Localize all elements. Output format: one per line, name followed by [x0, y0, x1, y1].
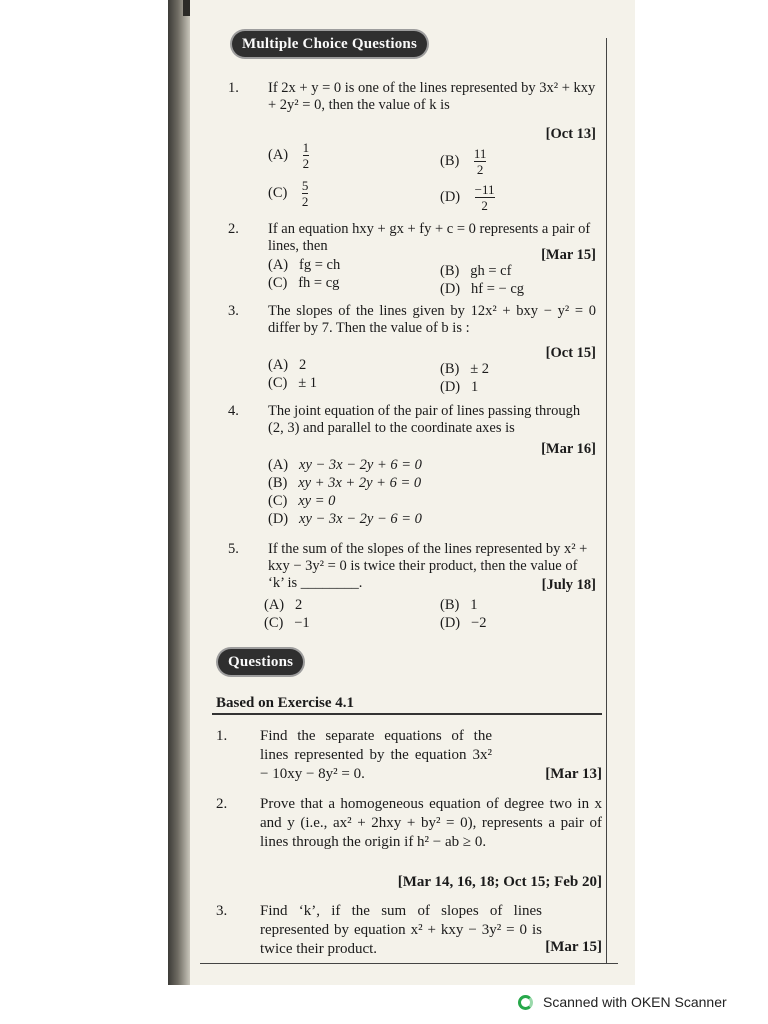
- fraction: [475, 182, 495, 213]
- option-value: xy − 3x − 2y + 6 = 0: [299, 457, 422, 473]
- question-ref: [July 18]: [541, 577, 596, 593]
- option-value: fg = ch: [299, 257, 341, 273]
- fraction: [303, 140, 310, 171]
- mcq-question-3: [228, 303, 596, 393]
- option-a: [268, 357, 306, 374]
- option-c: [268, 178, 308, 209]
- option-label: (A): [268, 357, 289, 373]
- question-ref: [Oct 15]: [545, 345, 596, 361]
- fraction: [302, 178, 309, 209]
- option-label: (D): [440, 281, 461, 297]
- question-number: 3.: [216, 903, 228, 919]
- option-label: (B): [440, 152, 460, 169]
- option-value: xy + 3x + 2y + 6 = 0: [298, 475, 422, 491]
- option-a: [264, 597, 302, 614]
- question-text: If 2x + y = 0 is one of the lines represented by 3x² + kxy + 2y² = 0, then the value of k is: [268, 80, 596, 113]
- question-number: 2.: [216, 796, 228, 812]
- section-title: Based on Exercise 4.1: [216, 695, 355, 711]
- question-ref: [Mar 15]: [545, 939, 602, 955]
- option-b: [440, 597, 477, 614]
- question-text: Find the separate equations of the lines represented by the equation 3x² − 10xy − 8y² = 0.: [260, 728, 492, 782]
- question-text: The slopes of the lines given by 12x² + bxy − y² = 0 differ by 7. Then the value of b is :: [268, 303, 596, 336]
- question-text: Prove that a homogeneous equation of degree two in x and y (i.e., ax² + 2hxy + by² = 0), represents a pair of lines through the origin if h² − ab ≥ 0.: [260, 796, 602, 850]
- option-a: [268, 257, 340, 274]
- option-label: (C): [264, 615, 284, 631]
- denominator: 2: [481, 198, 488, 213]
- question-ref: [Mar 13]: [545, 766, 602, 782]
- option-a: [268, 457, 422, 474]
- option-d: [268, 511, 422, 528]
- option-c: [264, 615, 310, 632]
- option-value: 2: [295, 597, 303, 613]
- option-value: hf = − cg: [471, 281, 525, 297]
- option-label: (B): [440, 597, 460, 613]
- option-d: [440, 615, 486, 632]
- option-label: (B): [268, 475, 288, 491]
- option-label: (A): [268, 146, 289, 163]
- option-c: [268, 493, 335, 510]
- option-value: ± 1: [298, 375, 318, 391]
- fraction: [474, 146, 487, 177]
- denominator: 2: [476, 162, 484, 177]
- option-label: (B): [440, 263, 460, 279]
- question-text: If an equation hxy + gx + fy + c = 0 represents a pair of lines, then: [268, 221, 591, 254]
- option-label: (C): [268, 275, 288, 291]
- option-value: xy = 0: [298, 493, 336, 509]
- option-label: (D): [440, 615, 461, 631]
- mcq-header-badge: Multiple Choice Questions: [232, 31, 427, 57]
- question-2: [216, 795, 602, 895]
- question-number: 1.: [228, 80, 239, 96]
- question-ref: [Mar 14, 16, 18; Oct 15; Feb 20]: [397, 874, 602, 890]
- option-label: (A): [264, 597, 285, 613]
- mcq-question-2: [228, 221, 596, 301]
- option-label: (C): [268, 184, 288, 201]
- book-spine-shadow: [168, 0, 190, 985]
- question-number: 3.: [228, 303, 239, 319]
- scanner-text: Scanned with OKEN Scanner: [543, 994, 727, 1010]
- question-text: The joint equation of the pair of lines passing through (2, 3) and parallel to the coordinate axes is: [268, 403, 581, 436]
- option-b: [268, 475, 421, 492]
- scanner-watermark: [518, 992, 727, 1012]
- option-value: ± 2: [470, 361, 490, 377]
- option-label: (A): [268, 457, 289, 473]
- mcq-question-1: [228, 80, 596, 220]
- question-ref: [Mar 16]: [541, 441, 596, 457]
- option-label: (D): [268, 511, 289, 527]
- question-number: 2.: [228, 221, 239, 237]
- question-3: [216, 902, 602, 960]
- question-text: Find ‘k’, if the sum of slopes of lines represented by equation x² + kxy − 3y² = 0 is twice their product.: [260, 903, 542, 957]
- option-b: [440, 361, 489, 378]
- mcq-question-4: [228, 403, 596, 533]
- questions-header-badge: Questions: [218, 649, 303, 675]
- mcq-question-5: [228, 541, 596, 633]
- option-value: 1: [470, 597, 478, 613]
- option-value: −2: [471, 615, 487, 631]
- option-b: [440, 263, 511, 280]
- option-value: 1: [471, 379, 479, 395]
- option-value: xy − 3x − 2y − 6 = 0: [299, 511, 422, 527]
- question-number: 4.: [228, 403, 239, 419]
- question-number: 1.: [216, 728, 228, 744]
- oken-scanner-logo-icon: [518, 995, 533, 1010]
- question-ref: [Mar 15]: [541, 247, 596, 263]
- option-label: (D): [440, 188, 461, 205]
- question-number: 5.: [228, 541, 239, 557]
- page-bottom-rule: [200, 963, 618, 964]
- numerator: 5: [301, 178, 309, 193]
- option-value: 2: [299, 357, 307, 373]
- numerator: −11: [474, 182, 495, 197]
- page-right-rule: [606, 38, 607, 963]
- option-label: (C): [268, 375, 288, 391]
- option-label: (B): [440, 361, 460, 377]
- section-title-underline: [212, 713, 602, 715]
- option-d: [440, 379, 478, 396]
- option-label: (D): [440, 379, 461, 395]
- option-c: [268, 375, 317, 392]
- option-value: gh = cf: [470, 263, 512, 279]
- option-b: [440, 146, 486, 177]
- option-d: [440, 182, 495, 213]
- option-label: (C): [268, 493, 288, 509]
- question-text: If the sum of the slopes of the lines represented by x² + kxy − 3y² = 0 is twice their product, then the value of ‘k’ is ________.: [268, 541, 588, 591]
- option-d: [440, 281, 524, 298]
- denominator: 2: [302, 156, 310, 171]
- numerator: 1: [302, 140, 310, 155]
- option-value: fh = cg: [298, 275, 340, 291]
- option-a: [268, 140, 309, 171]
- option-c: [268, 275, 339, 292]
- option-value: −1: [294, 615, 310, 631]
- denominator: 2: [301, 194, 309, 209]
- question-ref: [Oct 13]: [545, 126, 596, 142]
- numerator: 11: [473, 146, 487, 161]
- question-1: [216, 727, 602, 787]
- option-label: (A): [268, 257, 289, 273]
